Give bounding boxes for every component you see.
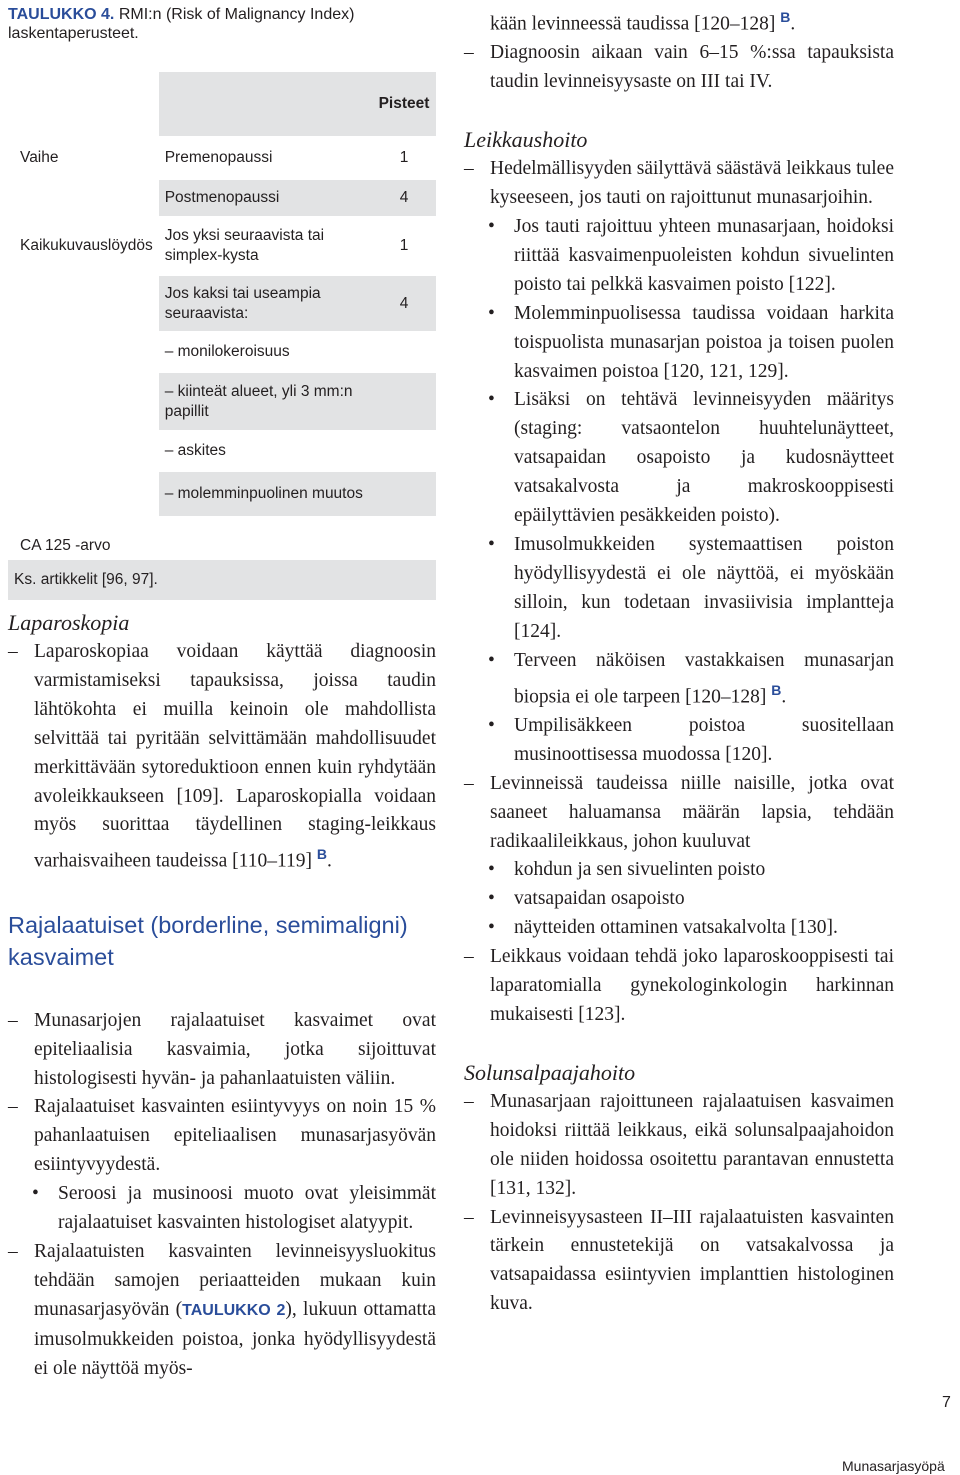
raja-paragraph-3 bbox=[8, 1238, 436, 1384]
table-row bbox=[8, 180, 436, 216]
taulukko-2-link[interactable]: TAULUKKO 2 bbox=[182, 1301, 286, 1319]
row-item: Postmenopaussi bbox=[159, 180, 372, 216]
leikkaus-paragraph-3: – Leikkaus voidaan tehdä joko laparoskooppisesti tai laparatomialla gynekologinkologin harkinnan mukaisesti [123]. bbox=[464, 943, 894, 1030]
table-header-row bbox=[8, 72, 436, 136]
row-item: – molemminpuolinen muutos bbox=[159, 472, 372, 516]
leikkaus-bullet-6: • Umpilisäkkeen poistoa suositellaan musinoottisessa muodossa [120]. bbox=[464, 712, 894, 770]
row-item: Jos yksi seuraavista tai simplex-kysta bbox=[164, 227, 325, 264]
row-label: Vaihe bbox=[20, 149, 59, 166]
leikkaus-paragraph-2: – Levinneissä taudeissa niille naisille, jotka ovat saaneet haluamansa määrän lapsia, tehdään radikaalileikkaus, johon kuuluvat bbox=[464, 770, 894, 857]
continued-text bbox=[464, 3, 894, 39]
table-row bbox=[8, 373, 436, 430]
row-label bbox=[8, 472, 159, 516]
table-title: RMI:n (Risk of Malignancy Index) laskentaperusteet. bbox=[8, 6, 355, 42]
leikkaus-bullet-2: • Molemminpuolisessa taudissa voidaan harkita toispuolista munasarjan poistoa ja toisen puolen kasvaimen poistoa [120, 121, 129]. bbox=[464, 300, 894, 387]
leikkaus-sub-bullet-2: • vatsapaidan osapoisto bbox=[464, 885, 894, 914]
row-points bbox=[372, 520, 436, 556]
evidence-level-b: B bbox=[771, 681, 782, 698]
row-label bbox=[8, 276, 159, 331]
rmi-table bbox=[8, 68, 436, 604]
row-item bbox=[159, 520, 372, 556]
table-row bbox=[8, 520, 436, 556]
row-label: Kaikukuvauslöydös bbox=[20, 237, 153, 254]
bullet-5-text: Terveen näköisen vastakkaisen munasarjan biopsia ei ole tarpeen [120–128] bbox=[514, 649, 894, 708]
table-row bbox=[8, 472, 436, 516]
leikkaus-bullet-3: • Lisäksi on tehtävä levinneisyyden määritys (staging: vatsaontelon huuhtelunäytteet, vatsapaidan osapoisto ja kudosnäytteet vatsakalvosta ja makroskooppisesti epäilyttävien pesäkkeiden poisto). bbox=[464, 386, 894, 531]
row-points: 1 bbox=[399, 237, 409, 254]
evidence-level-b: B bbox=[780, 9, 791, 25]
row-points: 1 bbox=[399, 149, 409, 166]
raja-paragraph-1: – Munasarjojen rajalaatuiset kasvaimet ovat epiteliaalisia kasvaimia, jotka sijoittuvat histologisesti hyvän- ja pahanlaatuisten väliin. bbox=[8, 1007, 436, 1094]
right-column bbox=[464, 3, 894, 1319]
leikkaus-bullet-5 bbox=[464, 647, 894, 712]
heading-solunsalpaajahoito: Solunsalpaajahoito bbox=[464, 1059, 636, 1085]
leikkaus-bullet-4: • Imusolmukkeiden systemaattisen poiston hyödyllisyydestä ei ole näyttöä, ei myöskään silloin, kun todetaan invasiivisia implantteja [124]. bbox=[464, 531, 894, 647]
row-points bbox=[372, 472, 436, 516]
table-row bbox=[8, 140, 436, 176]
header-points: Pisteet bbox=[372, 72, 436, 136]
raja-3-text: Rajalaatuisten kasvainten levinneisyysluokitus tehdään samojen periaatteiden mukaan kuin munasarjasyövän ( bbox=[34, 1241, 436, 1320]
evidence-level-b: B bbox=[316, 846, 327, 863]
table-row bbox=[8, 434, 436, 468]
laparoskopia-paragraph bbox=[8, 638, 436, 877]
table-label: TAULUKKO 4. bbox=[8, 6, 115, 23]
heading-laparoskopia: Laparoskopia bbox=[8, 610, 130, 635]
leikkaus-sub-bullet-1: • kohdun ja sen sivuelinten poisto bbox=[464, 856, 894, 885]
leikkaus-paragraph-1: – Hedelmällisyyden säilyttävä säästävä leikkaus tulee kyseeseen, jos tauti on rajoittunut munasarjoihin. bbox=[464, 155, 894, 213]
row-label bbox=[8, 434, 159, 468]
row-points bbox=[372, 373, 436, 430]
table-footer-row bbox=[8, 560, 436, 600]
row-label bbox=[8, 373, 159, 430]
leikkaus-bullet-1: • Jos tauti rajoittuu yhteen munasarjaan, hoidoksi riittää kasvaimenpuoleisten kohdun sivuelinten poisto tai pelkkä kasvaimen poisto [122]. bbox=[464, 213, 894, 300]
heading-leikkaushoito: Leikkaushoito bbox=[464, 127, 588, 153]
raja-3-text-end: ), lukuun ottamatta imusolmukkeiden poistoa, jonka hyödyllisyydestä ei ole näyttöä myös- bbox=[34, 1298, 437, 1379]
lap-end: . bbox=[326, 850, 332, 872]
left-column bbox=[8, 608, 436, 1384]
row-label: CA 125 -arvo bbox=[20, 537, 111, 554]
row-points bbox=[372, 434, 436, 468]
leikkaus-sub-bullet-3: • näytteiden ottaminen vatsakalvolta [130]. bbox=[464, 914, 894, 943]
row-points: 4 bbox=[372, 180, 436, 216]
table-row bbox=[8, 276, 436, 331]
row-item: – kiinteät alueet, yli 3 mm:n papillit bbox=[159, 373, 372, 430]
row-item: – monilokeroisuus bbox=[164, 343, 290, 360]
raja-paragraph-2: – Rajalaatuiset kasvainten esiintyvyys on noin 15 % pahanlaatuisen epiteliaalisen munasarjasyövän esiintyvyydestä. bbox=[8, 1093, 436, 1180]
lap-text: Laparoskopiaa voidaan käyttää diagnoosin varmistamiseksi tapauksissa, joissa taudin lähtökohta ei muilla keinoin ole mahdollista selvittää tai pyritään selvittämään mahdollisuudet merkittävään sytoreduktioon ennen kuin ryhdytään avoleikkaukseen [109]. Laparoskopialla voidaan myös suorittaa täydellinen staging-leikkaus varhaisvaiheen taudeissa [110–119] bbox=[34, 641, 436, 872]
solunsalpaaja-paragraph-1: – Munasarjaan rajoittuneen rajalaatuisen kasvaimen hoidoksi riittää leikkaus, eikä solunsalpaajahoidon ole niiden hoidossa osoitettu parantavan ennustetta [131, 132]. bbox=[464, 1088, 894, 1204]
page-number: 7 bbox=[942, 1394, 951, 1411]
row-item: – askites bbox=[164, 442, 226, 459]
row-points bbox=[372, 335, 436, 369]
raja-bullet: • Seroosi ja musinoosi muoto ovat yleisimmät rajalaatuiset kasvainten histologiset alatyypit. bbox=[8, 1180, 436, 1238]
solunsalpaaja-paragraph-2: – Levinneisyysasteen II–III rajalaatuisten kasvainten tärkein ennustetekijä on vatsakalvossa ja vatsapaidassa esiintyvien implanttien histologinen kuva. bbox=[464, 1204, 894, 1320]
row-item: Jos kaksi tai useampia seuraavista: bbox=[159, 276, 372, 331]
table-caption bbox=[8, 5, 438, 43]
row-points: 4 bbox=[372, 276, 436, 331]
table-row bbox=[8, 220, 436, 272]
row-label bbox=[8, 335, 159, 369]
bullet-5-end: . bbox=[781, 686, 787, 708]
footer-title: Munasarjasyöpä bbox=[842, 1458, 945, 1474]
heading-rajalaatuiset: Rajalaatuiset (borderline, semimaligni) kasvaimet bbox=[8, 911, 408, 970]
row-item: Premenopaussi bbox=[164, 149, 273, 166]
diagnosis-paragraph: – Diagnoosin aikaan vain 6–15 %:ssa tapauksista taudin levinneisyysaste on III tai IV. bbox=[464, 39, 894, 97]
cont-end: . bbox=[790, 13, 796, 35]
row-label bbox=[8, 180, 159, 216]
table-note: Ks. artikkelit [96, 97]. bbox=[8, 560, 436, 600]
table-row bbox=[8, 335, 436, 369]
cont-text: kään levinneessä taudissa [120–128] bbox=[490, 13, 776, 35]
